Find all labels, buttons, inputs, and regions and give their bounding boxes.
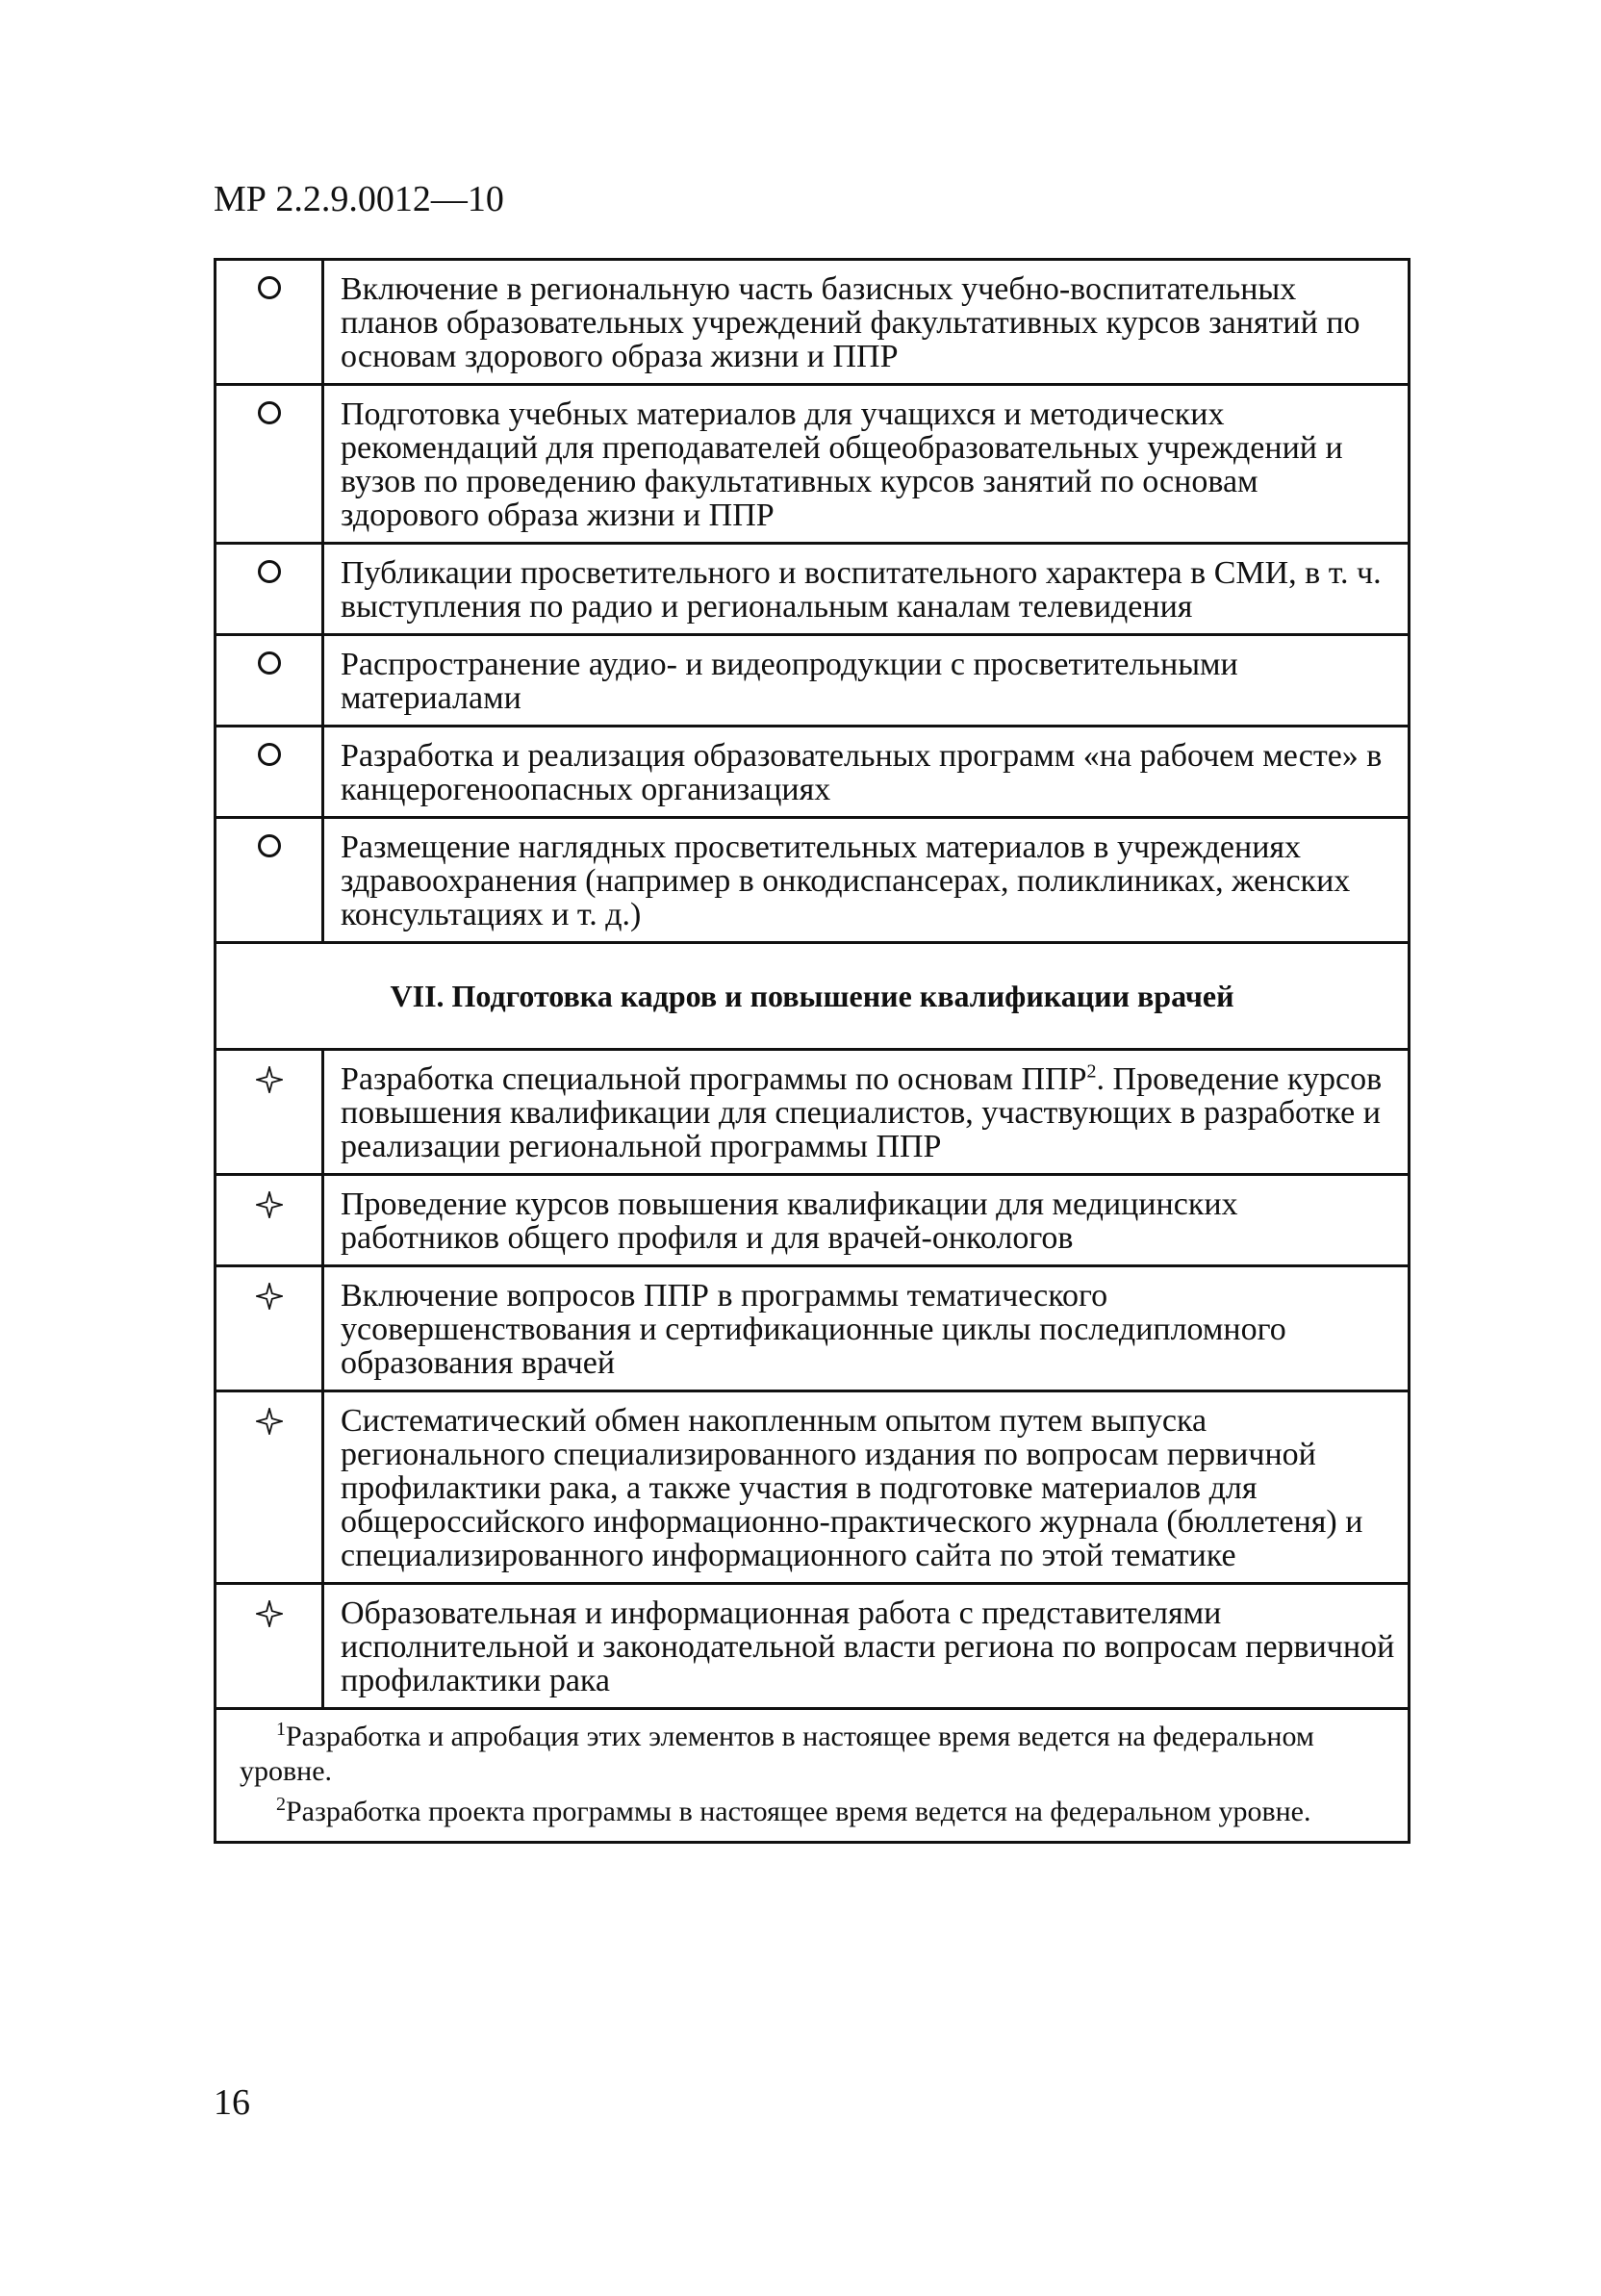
measure-text: Образовательная и информационная работа с представителями исполнительной и законодательной власти региона по вопросам первичной профилактики рака xyxy=(323,1584,1410,1709)
four-point-star-icon xyxy=(256,1600,283,1627)
table-row xyxy=(216,1050,1410,1175)
table-row xyxy=(216,385,1410,544)
footnote: $^2$Разработка проекта программы в настоящее время ведется на федеральном уровне. xyxy=(276,1794,1311,1827)
footnote: $^1$Разработка и апробация этих элементов в настоящее время ведется на федеральном уровне. xyxy=(240,1719,1314,1787)
table-row xyxy=(216,727,1410,818)
four-point-star-icon xyxy=(256,1191,283,1218)
footnote-ref: 2 xyxy=(1086,1060,1097,1083)
table-row xyxy=(216,1175,1410,1266)
circle-icon xyxy=(258,401,281,424)
section-row xyxy=(216,943,1410,1050)
four-point-star-icon xyxy=(256,1408,283,1435)
circle-icon xyxy=(258,743,281,766)
measure-text: Подготовка учебных материалов для учащихся и методических рекомендаций для преподавателей общеобразовательных учреждений и вузов по проведению факультативных курсов занятий по основам здорового образа жизни и ППР xyxy=(323,385,1410,544)
measure-text: Включение вопросов ППР в программы тематического усовершенствования и сертификационные циклы последипломного образования врачей xyxy=(323,1266,1410,1391)
table-row xyxy=(216,1266,1410,1391)
measure-text: Размещение наглядных просветительных материалов в учреждениях здравоохранения (например в онкодиспансерах, поликлиниках, женских консультациях и т. д.) xyxy=(323,818,1410,943)
measure-text: Включение в региональную часть базисных учебно-воспитательных планов образовательных учреждений факультативных курсов занятий по основам здорового образа жизни и ППР xyxy=(323,260,1410,385)
document-code: МР 2.2.9.0012—10 xyxy=(214,179,504,219)
measure-text: Разработка специальной программы по основам ППР$^2$. Проведение курсов повышения квалификации для специалистов, участвующих в разработке и реализации региональной программы ППР xyxy=(323,1050,1410,1175)
four-point-star-icon xyxy=(256,1283,283,1310)
section-title: VII. Подготовка кадров и повышение квалификации врачей xyxy=(216,943,1410,1050)
measures-table xyxy=(214,258,1410,1844)
footnotes xyxy=(216,1709,1410,1843)
measure-text: Систематический обмен накопленным опытом путем выпуска регионального специализированного издания по вопросам первичной профилактики рака, а также участия в подготовке материалов для общероссийского информационно-практического журнала (бюллетеня) и специализированного информационного сайта по этой тематике xyxy=(323,1391,1410,1584)
footnote-mark: 2 xyxy=(276,1794,286,1815)
table-row xyxy=(216,818,1410,943)
circle-icon xyxy=(258,834,281,857)
measure-text: Проведение курсов повышения квалификации для медицинских работников общего профиля и для врачей-онкологов xyxy=(323,1175,1410,1266)
four-point-star-icon xyxy=(256,1066,283,1093)
measure-text: Разработка и реализация образовательных программ «на рабочем месте» в канцерогеноопасных организациях xyxy=(323,727,1410,818)
circle-icon xyxy=(258,276,281,299)
table-row xyxy=(216,1584,1410,1709)
table-row xyxy=(216,544,1410,635)
footnote-mark: 1 xyxy=(276,1719,286,1740)
table-row xyxy=(216,1391,1410,1584)
measure-text: Публикации просветительного и воспитательного характера в СМИ, в т. ч. выступления по радио и региональным каналам телевидения xyxy=(323,544,1410,635)
footnotes-row xyxy=(216,1709,1410,1843)
table-row xyxy=(216,260,1410,385)
circle-icon xyxy=(258,651,281,675)
table-row xyxy=(216,635,1410,727)
page-number: 16 xyxy=(214,2082,250,2123)
measure-text: Распространение аудио- и видеопродукции с просветительными материалами xyxy=(323,635,1410,727)
circle-icon xyxy=(258,560,281,583)
